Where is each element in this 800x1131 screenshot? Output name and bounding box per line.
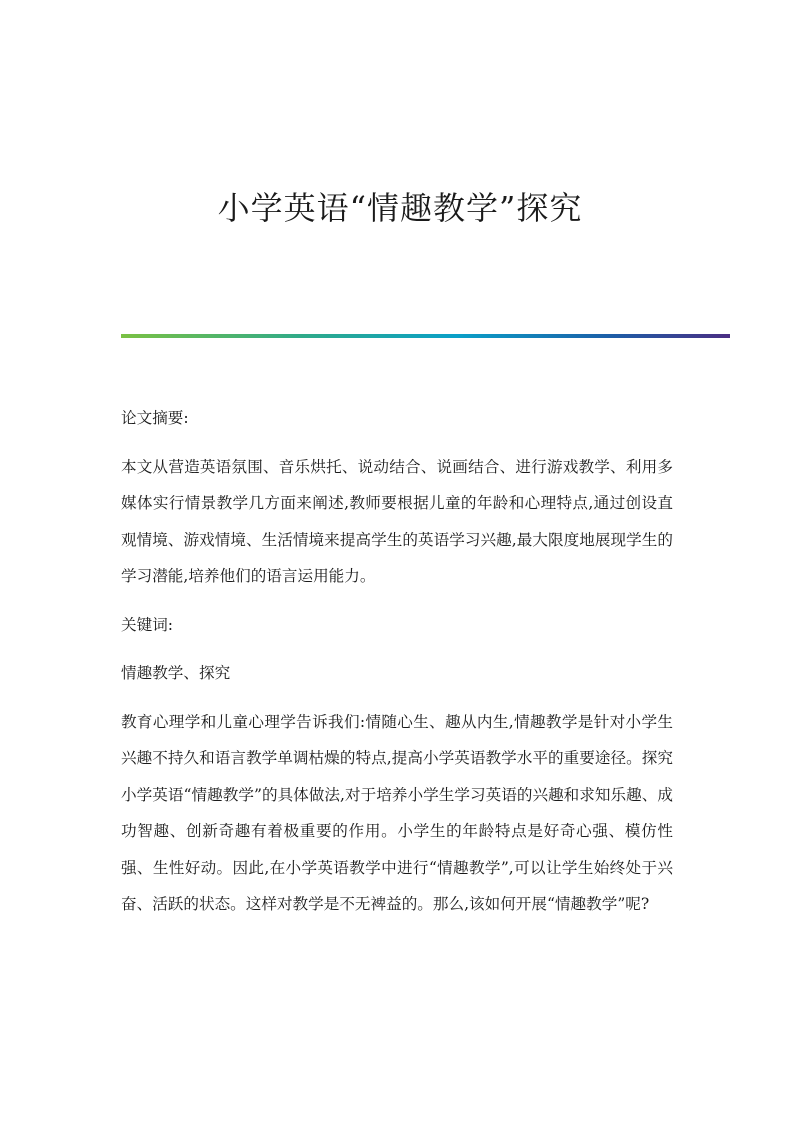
title-divider: [121, 334, 730, 338]
abstract-label: 论文摘要:: [121, 409, 189, 427]
keywords-label: 关键词:: [121, 615, 174, 634]
document-title: 小学英语“情趣教学”探究: [217, 189, 583, 227]
body-paragraph: 教育心理学和儿童心理学告诉我们:情随心生、趣从内生,情趣教学是针对小学生兴趣不持久和语言教学单调枯燥的特点,提高小学英语教学水平的重要途径。探究小学英语“情趣教学”的具体做法,对于培养小学生学习英语的兴趣和求知乐趣、成功智趣、创新奇趣有着极重要的作用。小学生的年龄特点是好奇心强、模仿性强、生性好动。因此,在小学英语教学中进行“情趣教学”,可以让学生始终处于兴奋、活跃的状态。这样对教学是不无裨益的。那么,该如何开展“情趣教学”呢?: [121, 712, 673, 913]
keywords-text: 情趣教学、探究: [121, 664, 231, 682]
abstract-text: 本文从营造英语氛围、音乐烘托、说动结合、说画结合、进行游戏教学、利用多媒体实行情景教学几方面来阐述,教师要根据儿童的年龄和心理特点,通过创设直观情境、游戏情境、生活情境来提高学生的英语学习兴趣,最大限度地展现学生的学习潜能,培养他们的语言运用能力。: [121, 457, 673, 585]
document-body: [121, 400, 673, 935]
